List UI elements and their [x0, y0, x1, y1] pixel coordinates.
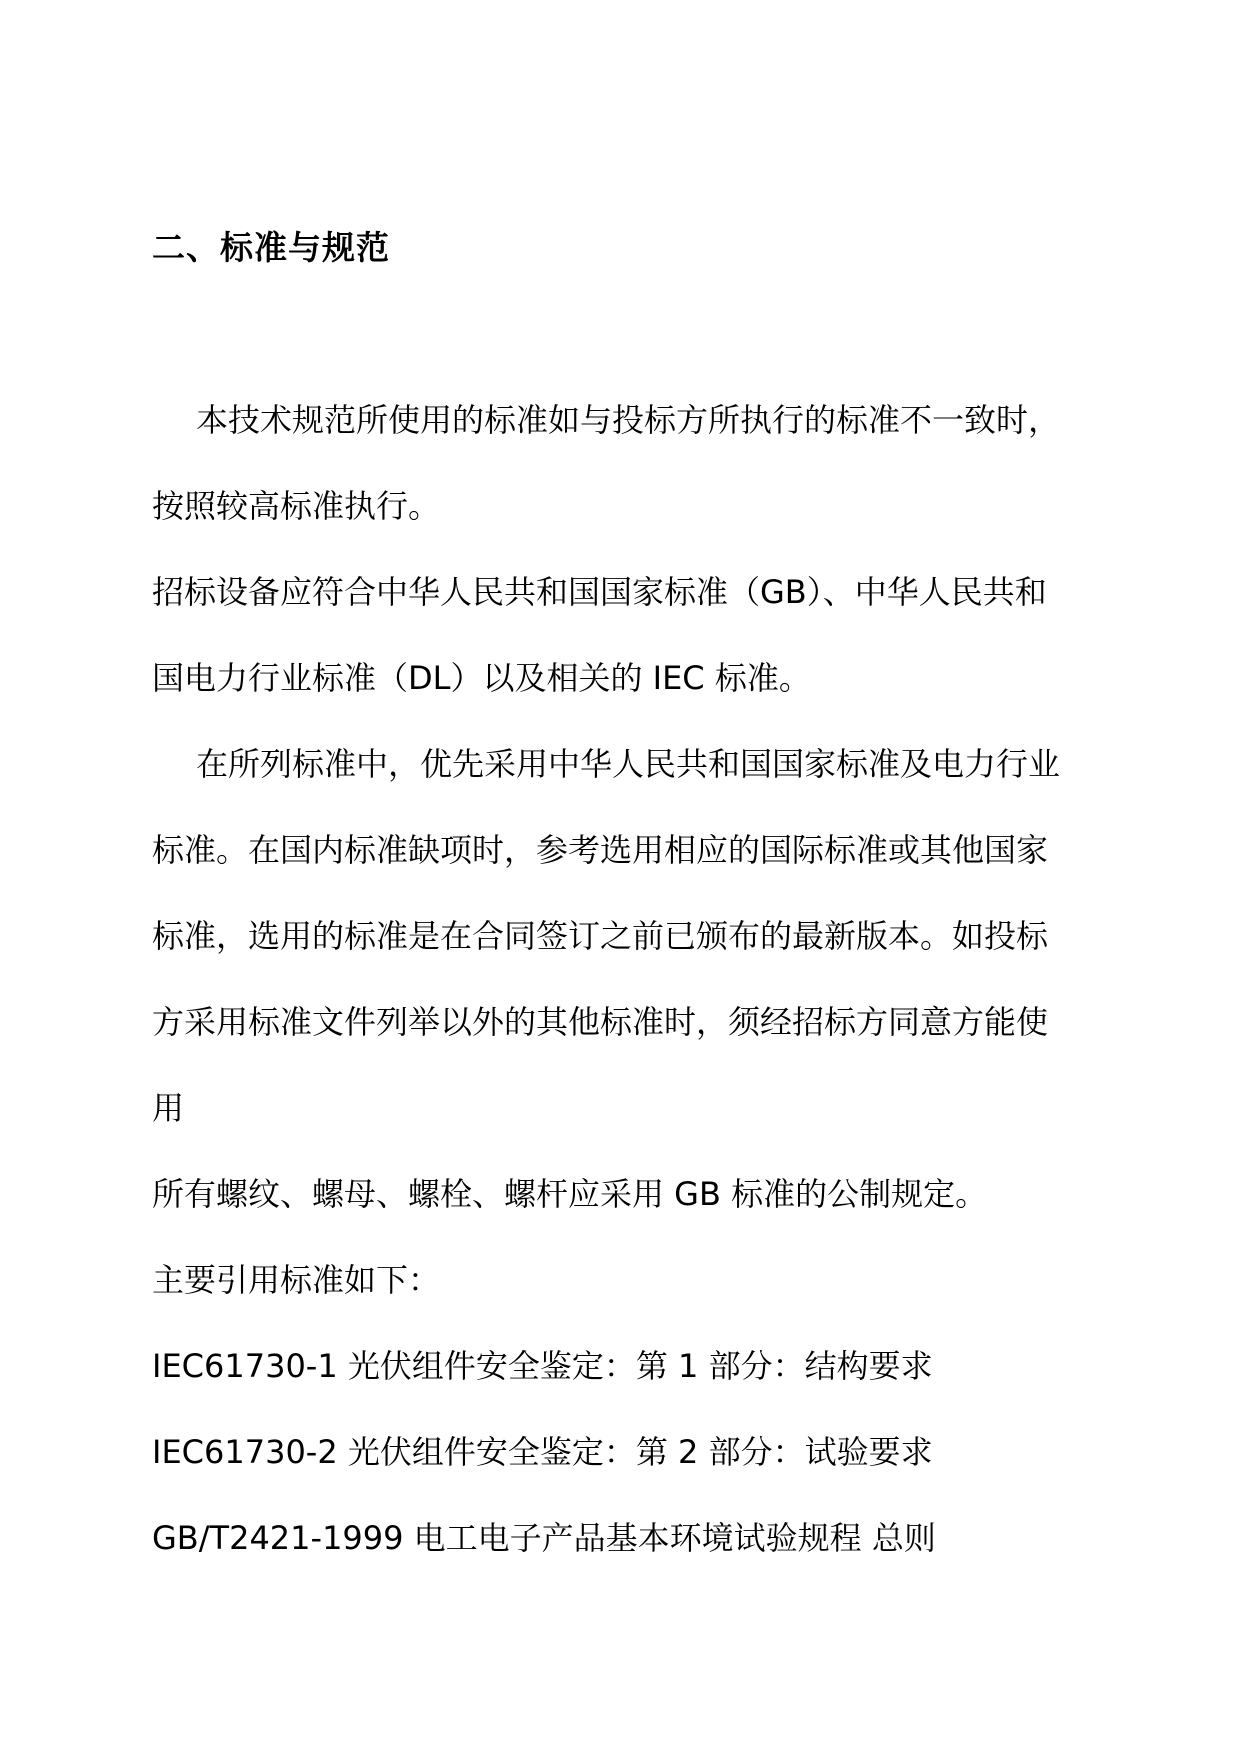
paragraph-line: 国电力行业标准（DL）以及相关的 IEC 标准。: [152, 659, 811, 697]
standard-item: IEC61730-1 光伏组件安全鉴定：第 1 部分：结构要求: [152, 1347, 933, 1385]
standard-item: IEC61730-2 光伏组件安全鉴定：第 2 部分：试验要求: [152, 1433, 933, 1471]
paragraph-line: 按照较高标准执行。: [152, 487, 441, 525]
paragraph-line: 所有螺纹、螺母、螺栓、螺杆应采用 GB 标准的公制规定。: [152, 1175, 988, 1213]
section-heading: 二、标准与规范: [152, 228, 390, 267]
paragraph-line: 在所列标准中，优先采用中华人民共和国国家标准及电力行业: [196, 745, 1061, 783]
paragraph-line: 用: [152, 1089, 185, 1127]
paragraph-line: 主要引用标准如下：: [152, 1261, 441, 1299]
paragraph-line: 标准，选用的标准是在合同签订之前已颁布的最新版本。如投标: [152, 917, 1049, 955]
paragraph-line: 本技术规范所使用的标准如与投标方所执行的标准不一致时，: [196, 401, 1061, 439]
standard-item: GB/T2421-1999 电工电子产品基本环境试验规程 总则: [152, 1519, 936, 1557]
paragraph-line: 招标设备应符合中华人民共和国国家标准（GB）、中华人民共和: [152, 573, 1047, 611]
paragraph-line: 标准。在国内标准缺项时，参考选用相应的国际标准或其他国家: [152, 831, 1049, 869]
paragraph-line: 方采用标准文件列举以外的其他标准时，须经招标方同意方能使: [152, 1003, 1049, 1041]
